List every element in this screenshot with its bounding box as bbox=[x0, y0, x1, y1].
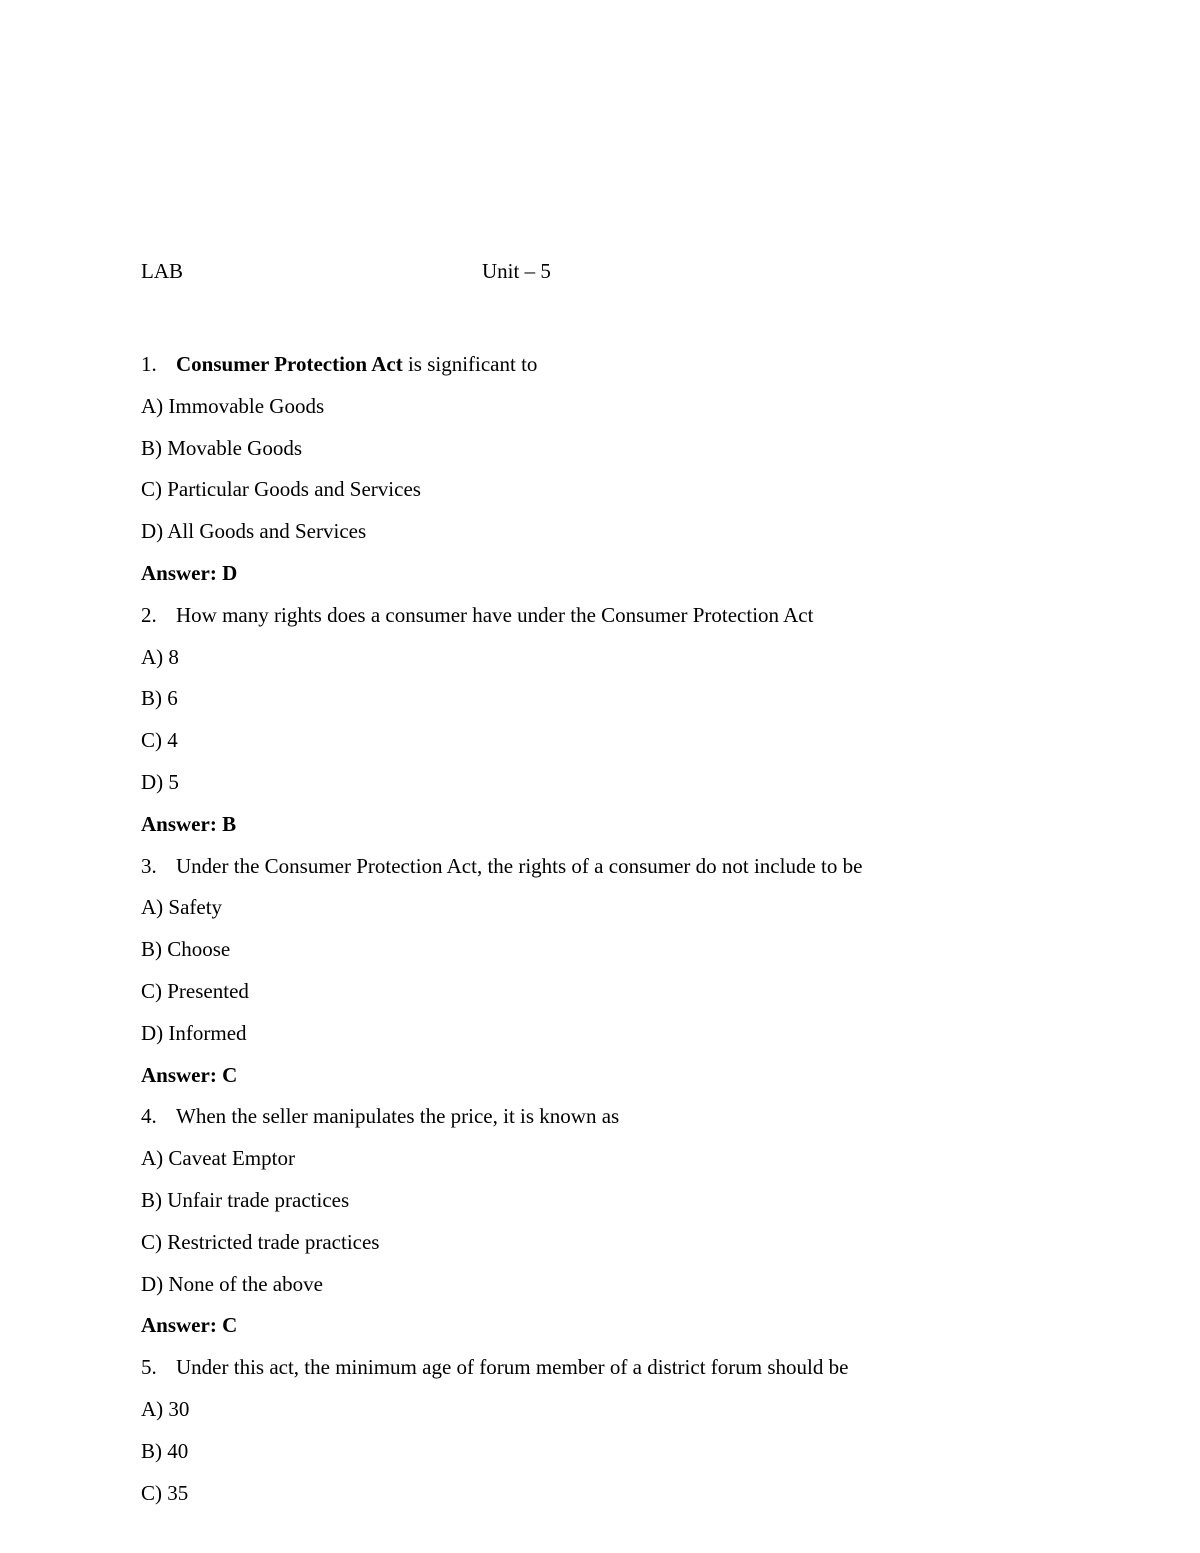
question-list bbox=[141, 350, 1101, 1520]
question-text: How many rights does a consumer have under the Consumer Protection Act bbox=[176, 602, 814, 627]
question-5 bbox=[141, 1353, 1101, 1395]
option-a: A) Immovable Goods bbox=[141, 393, 325, 418]
question-3 bbox=[141, 852, 1101, 894]
option-b: B) Movable Goods bbox=[141, 435, 302, 460]
question-text-bold: Consumer Protection Act bbox=[176, 352, 403, 376]
option-c: C) Particular Goods and Services bbox=[141, 477, 421, 502]
page-header bbox=[141, 257, 1041, 285]
question-text: Under the Consumer Protection Act, the rights of a consumer do not include to be bbox=[176, 853, 863, 878]
question-4 bbox=[141, 1102, 1101, 1144]
answer: Answer: C bbox=[141, 1062, 238, 1087]
option-c: C) Presented bbox=[141, 978, 249, 1003]
option-c: C) Restricted trade practices bbox=[141, 1229, 380, 1254]
answer: Answer: C bbox=[141, 1313, 238, 1338]
option-c: C) 35 bbox=[141, 1480, 189, 1505]
answer: Answer: B bbox=[141, 811, 237, 836]
question-number: 5. bbox=[141, 1355, 157, 1380]
question-1 bbox=[141, 350, 1101, 392]
option-b: B) 40 bbox=[141, 1438, 189, 1463]
course-label: LAB bbox=[141, 259, 183, 283]
option-c: C) 4 bbox=[141, 728, 178, 753]
question-number: 1. bbox=[141, 352, 157, 376]
option-b: B) Choose bbox=[141, 937, 231, 962]
option-b: B) Unfair trade practices bbox=[141, 1187, 350, 1212]
question-number: 2. bbox=[141, 602, 157, 627]
option-a: A) 8 bbox=[141, 644, 179, 669]
option-d: D) Informed bbox=[141, 1020, 247, 1045]
option-d: D) All Goods and Services bbox=[141, 519, 367, 544]
option-a: A) Caveat Emptor bbox=[141, 1146, 295, 1171]
question-text: Under this act, the minimum age of forum member of a district forum should be bbox=[176, 1355, 849, 1380]
option-a: A) Safety bbox=[141, 895, 223, 920]
option-a: A) 30 bbox=[141, 1396, 190, 1421]
question-2 bbox=[141, 601, 1101, 643]
question-number: 4. bbox=[141, 1104, 157, 1129]
option-d: D) None of the above bbox=[141, 1271, 323, 1296]
question-text: When the seller manipulates the price, it is known as bbox=[176, 1104, 620, 1129]
option-b: B) 6 bbox=[141, 686, 178, 711]
option-d: D) 5 bbox=[141, 769, 179, 794]
unit-label: Unit – 5 bbox=[482, 259, 551, 283]
question-text: is significant to bbox=[402, 352, 538, 376]
answer: Answer: D bbox=[141, 560, 238, 585]
question-number: 3. bbox=[141, 853, 157, 878]
